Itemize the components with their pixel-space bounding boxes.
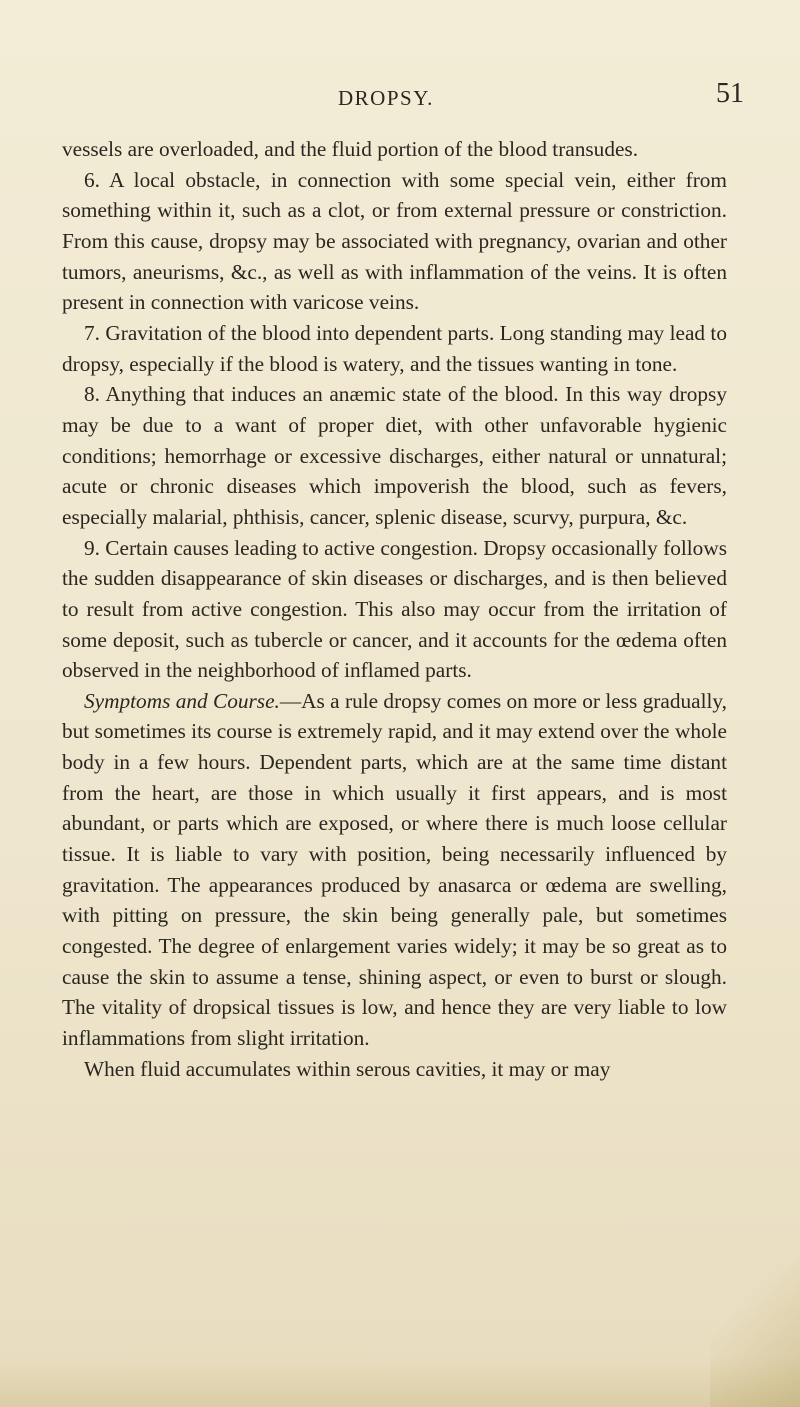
running-title: DROPSY. [338, 86, 434, 110]
paragraph-text: —As a rule dropsy comes on more or less gradually, but sometimes its course is extremely rapid, and it may extend over the whole body in a few hours. Dependent parts, which are at the same time distant from the heart, are those in which usually it first appears, and is most abundant, or parts which are exposed, or where there is much loose cellular tissue. It is liable to vary with position, being necessarily influenced by gravitation. The appearances produced by anasarca or œdema are swelling, with pitting on pressure, the skin being generally pale, but sometimes congested. The degree of enlargement varies widely; it may be so great as to cause the skin to assume a tense, shining aspect, or even to burst or slough. The vitality of dropsical tissues is low, and hence they are very liable to low inflammations from slight irritation. [62, 688, 727, 1051]
page-corner-shading [710, 1227, 800, 1407]
body-text [62, 134, 727, 1084]
section-heading-symptoms: Symptoms and Course. [84, 688, 280, 713]
paragraph-text: When fluid accumulates within serous cavities, it may or may [84, 1056, 611, 1081]
paragraph-text: 9. Certain causes leading to active congestion. Dropsy occasionally follows the sudden disappearance of skin diseases or discharges, and is then believed to result from active congestion. This also may occur from the irritation of some deposit, such as tubercle or cancer, and it accounts for the œdema often observed in the neighborhood of inflamed parts. [62, 535, 727, 683]
paragraph-continuation [62, 134, 727, 165]
paragraph-cause-8 [62, 379, 727, 532]
paragraph-text: 7. Gravitation of the blood into dependent parts. Long standing may lead to dropsy, especially if the blood is watery, and the tissues wanting in tone. [62, 320, 727, 376]
paragraph-cause-9 [62, 533, 727, 686]
running-head [0, 78, 800, 118]
page-number: 51 [716, 78, 744, 109]
paragraph-text: 8. Anything that induces an anæmic state of the blood. In this way dropsy may be due to a want of proper diet, with other unfavorable hygienic conditions; hemorrhage or excessive discharges, either natural or unnatural; acute or chronic diseases which impoverish the blood, such as fevers, especially malarial, phthisis, cancer, splenic disease, scurvy, purpura, &c. [62, 382, 727, 529]
page-edge-shading [0, 1357, 800, 1407]
paragraph-symptoms [62, 686, 727, 1054]
paragraph-serous-cavities [62, 1054, 727, 1085]
paragraph-cause-6 [62, 165, 727, 318]
paragraph-text: vessels are overloaded, and the fluid portion of the blood transudes. [62, 137, 639, 161]
paragraph-cause-7 [62, 318, 727, 379]
paragraph-text: 6. A local obstacle, in connection with some special vein, either from something within it, such as a clot, or from external pressure or constriction. From this cause, dropsy may be associated with pregnancy, ovarian and other tumors, aneurisms, &c., as well as with inflammation of the veins. It is often present in connection with varicose veins. [62, 167, 727, 315]
